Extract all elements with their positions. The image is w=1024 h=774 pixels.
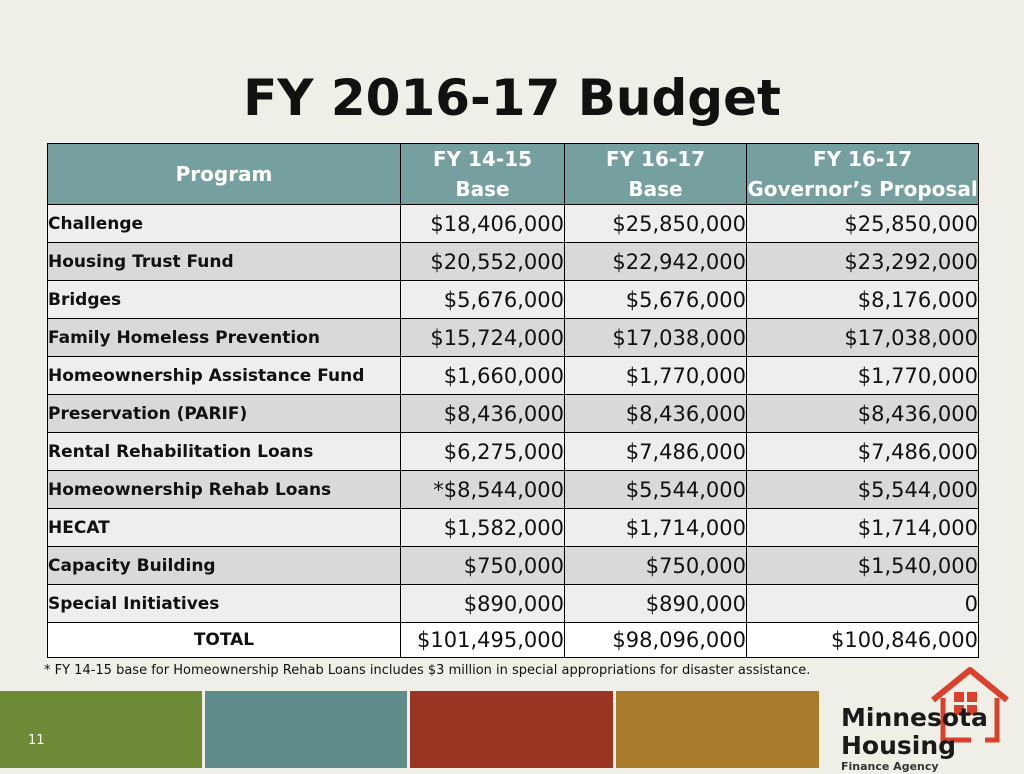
program-name: Homeownership Rehab Loans <box>48 471 401 509</box>
total-fy1617: $98,096,000 <box>565 623 747 658</box>
table-row <box>48 585 979 623</box>
fy1617-value: $750,000 <box>565 547 747 585</box>
gov-value: $8,176,000 <box>747 281 979 319</box>
program-name: Bridges <box>48 281 401 319</box>
fy1617-value: $22,942,000 <box>565 243 747 281</box>
gov-value: 0 <box>747 585 979 623</box>
table-row <box>48 433 979 471</box>
table-row <box>48 281 979 319</box>
header-fy1617-line1: FY 16-17 <box>605 147 706 171</box>
logo-line1: Minnesota <box>841 703 988 732</box>
band-red <box>410 691 613 768</box>
fy1617-value: $5,676,000 <box>565 281 747 319</box>
header-gov-line2: Governor’s Proposal <box>747 177 978 201</box>
header-fy1415-line2: Base <box>455 177 510 201</box>
fy1415-value: $5,676,000 <box>401 281 565 319</box>
header-governors-proposal <box>747 144 979 205</box>
gov-value: $1,770,000 <box>747 357 979 395</box>
header-gov-line1: FY 16-17 <box>812 147 913 171</box>
fy1415-value: $15,724,000 <box>401 319 565 357</box>
fy1415-value: $18,406,000 <box>401 205 565 243</box>
gov-value: $25,850,000 <box>747 205 979 243</box>
program-name: HECAT <box>48 509 401 547</box>
fy1617-value: $8,436,000 <box>565 395 747 433</box>
table-row <box>48 205 979 243</box>
gov-value: $5,544,000 <box>747 471 979 509</box>
band-teal <box>205 691 407 768</box>
budget-table <box>47 143 979 658</box>
program-name: Housing Trust Fund <box>48 243 401 281</box>
gov-value: $1,540,000 <box>747 547 979 585</box>
total-gov: $100,846,000 <box>747 623 979 658</box>
logo-line3: Finance Agency <box>841 760 939 773</box>
table-row <box>48 357 979 395</box>
gov-value: $17,038,000 <box>747 319 979 357</box>
table-row <box>48 547 979 585</box>
gov-value: $23,292,000 <box>747 243 979 281</box>
table-row <box>48 471 979 509</box>
table-row <box>48 319 979 357</box>
table-header-row <box>48 144 979 205</box>
fy1415-value: $20,552,000 <box>401 243 565 281</box>
program-name: Special Initiatives <box>48 585 401 623</box>
fy1415-value: *$8,544,000 <box>401 471 565 509</box>
logo-text <box>841 704 988 774</box>
table-row <box>48 509 979 547</box>
gov-value: $7,486,000 <box>747 433 979 471</box>
header-fy1617-line2: Base <box>628 177 683 201</box>
program-name: Challenge <box>48 205 401 243</box>
gov-value: $1,714,000 <box>747 509 979 547</box>
fy1415-value: $750,000 <box>401 547 565 585</box>
total-fy1415: $101,495,000 <box>401 623 565 658</box>
fy1617-value: $1,770,000 <box>565 357 747 395</box>
table-row <box>48 395 979 433</box>
gov-value: $8,436,000 <box>747 395 979 433</box>
slide-title: FY 2016-17 Budget <box>243 69 781 127</box>
program-name: Capacity Building <box>48 547 401 585</box>
total-row <box>48 623 979 658</box>
fy1617-value: $5,544,000 <box>565 471 747 509</box>
fy1415-value: $6,275,000 <box>401 433 565 471</box>
agency-logo <box>819 660 1024 773</box>
page-number: 11 <box>28 733 45 748</box>
fy1415-value: $1,660,000 <box>401 357 565 395</box>
fy1415-value: $890,000 <box>401 585 565 623</box>
fy1617-value: $1,714,000 <box>565 509 747 547</box>
band-orange <box>616 691 819 768</box>
program-name: Preservation (PARIF) <box>48 395 401 433</box>
footer-color-bands <box>0 691 819 768</box>
header-program: Program <box>48 144 401 205</box>
fy1617-value: $17,038,000 <box>565 319 747 357</box>
total-label: TOTAL <box>48 623 401 658</box>
band-olive <box>0 691 202 768</box>
program-name: Homeownership Assistance Fund <box>48 357 401 395</box>
header-fy1617-base <box>565 144 747 205</box>
header-fy1415-line1: FY 14-15 <box>432 147 533 171</box>
logo-line2: Housing <box>841 731 957 760</box>
fy1415-value: $8,436,000 <box>401 395 565 433</box>
header-fy1415-base <box>401 144 565 205</box>
program-name: Family Homeless Prevention <box>48 319 401 357</box>
fy1617-value: $7,486,000 <box>565 433 747 471</box>
fy1415-value: $1,582,000 <box>401 509 565 547</box>
table-row <box>48 243 979 281</box>
program-name: Rental Rehabilitation Loans <box>48 433 401 471</box>
footnote: * FY 14-15 base for Homeownership Rehab Loans includes $3 million in special appropriations for disaster assistance. <box>44 663 811 678</box>
fy1617-value: $25,850,000 <box>565 205 747 243</box>
fy1617-value: $890,000 <box>565 585 747 623</box>
